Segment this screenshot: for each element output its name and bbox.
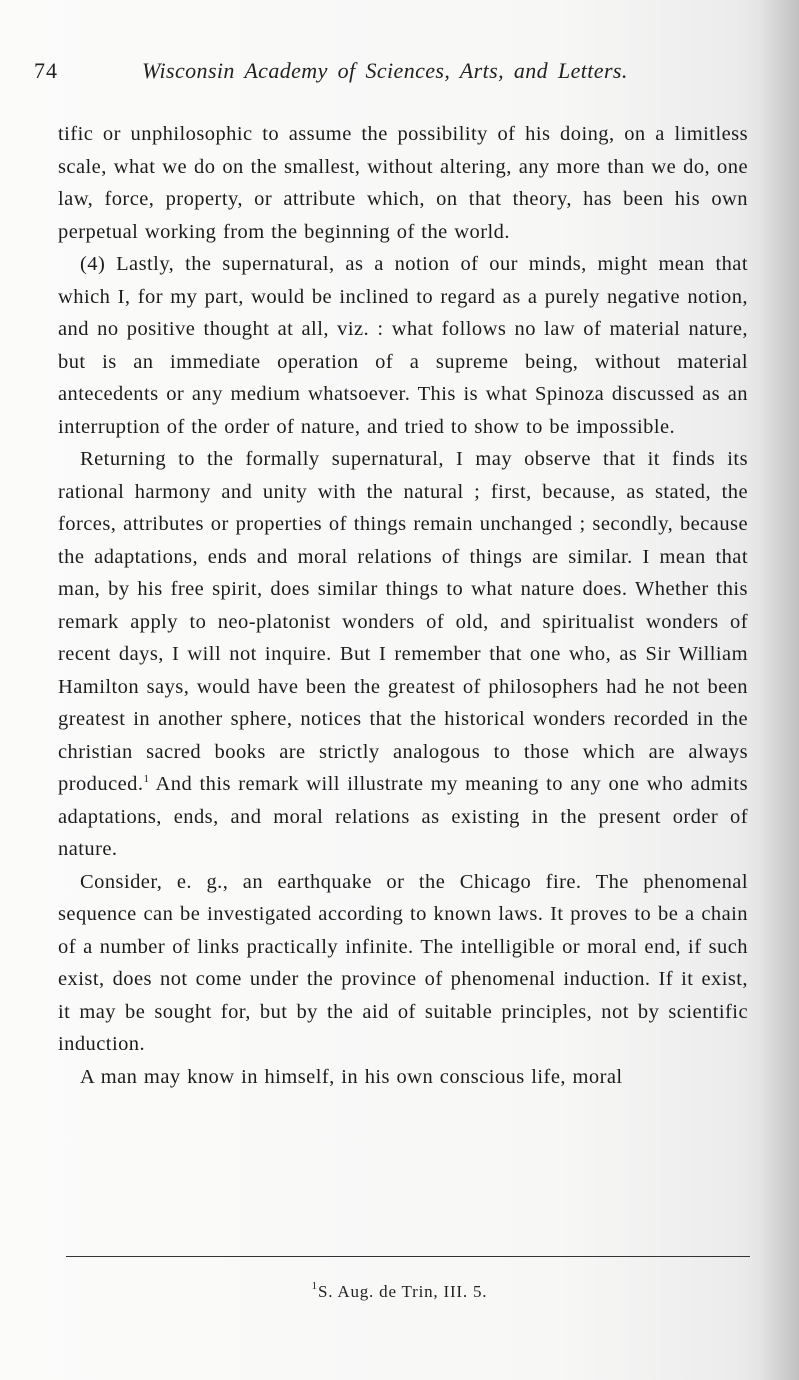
body-text: [58, 118, 748, 1093]
footnote-reference: 1: [143, 773, 150, 785]
paragraph: Consider, e. g., an earthquake or the Chicago fire. The phenomenal sequence can be investigated according to known laws. It proves to be a chain of a number of links practically infinite. The intelligible or moral end, if such exist, does not come under the province of phenomenal induction. If it exist, it may be sought for, but by the aid of suitable principles, not by scientific induction.: [58, 870, 748, 1055]
footnote-divider: [66, 1256, 750, 1257]
paragraph-truncated: A man may know in himself, in his own conscious life, moral: [80, 1065, 623, 1088]
paragraph: (4) Lastly, the supernatural, as a notion of our minds, might mean that which I, for my part, would be inclined to regard as a purely negative notion, and no positive thought at all, viz. : what follows no law of material nature, but is an immediate operation of a supreme being, without material antecedents or any medium whatsoever. This is what Spinoza discussed as an interruption of the order of nature, and tried to show to be impossible.: [58, 253, 748, 438]
paragraph-text: Returning to the formally supernatural, I may observe that it finds its rational harmony and unity with the natural ; first, because, as stated, the forces, attributes or properties of things remain unchanged ; secondly, because the adaptations, ends and moral relations of things are similar. I mean that man, by his free spirit, does similar things to what nature does. Whether this remark apply to neo-platonist wonders of old, and spiritualist wonders of recent days, I will not inquire. But I remember that one who, as Sir William Hamilton says, would have been the greatest of philosophers had he not been greatest in another sphere, notices that the historical wonders recorded in the christian sacred books are strictly analogous to those which are always produced.: [58, 448, 748, 795]
running-header: [34, 58, 754, 94]
page-edge-shadow: [759, 0, 799, 1380]
paragraph-continued: tific or unphilosophic to assume the possibility of his doing, on a limitless scale, what we do on the smallest, without altering, any more than we do, one law, force, property, or attribute which, on that theory, has been his own perpetual working from the beginning of the world.: [58, 123, 748, 243]
page-number: 74: [34, 58, 58, 83]
running-title: Wisconsin Academy of Sciences, Arts, and Letters.: [142, 58, 628, 83]
paragraph-text: And this remark will illustrate my meaning to any one who admits adaptations, ends, and moral relations as existing in the present order of nature.: [58, 773, 748, 860]
footnote: [0, 1282, 799, 1302]
paragraph-with-note: [58, 443, 748, 866]
footnote-marker: 1: [311, 1280, 318, 1292]
footnote-text: S. Aug. de Trin, III. 5.: [317, 1282, 488, 1301]
